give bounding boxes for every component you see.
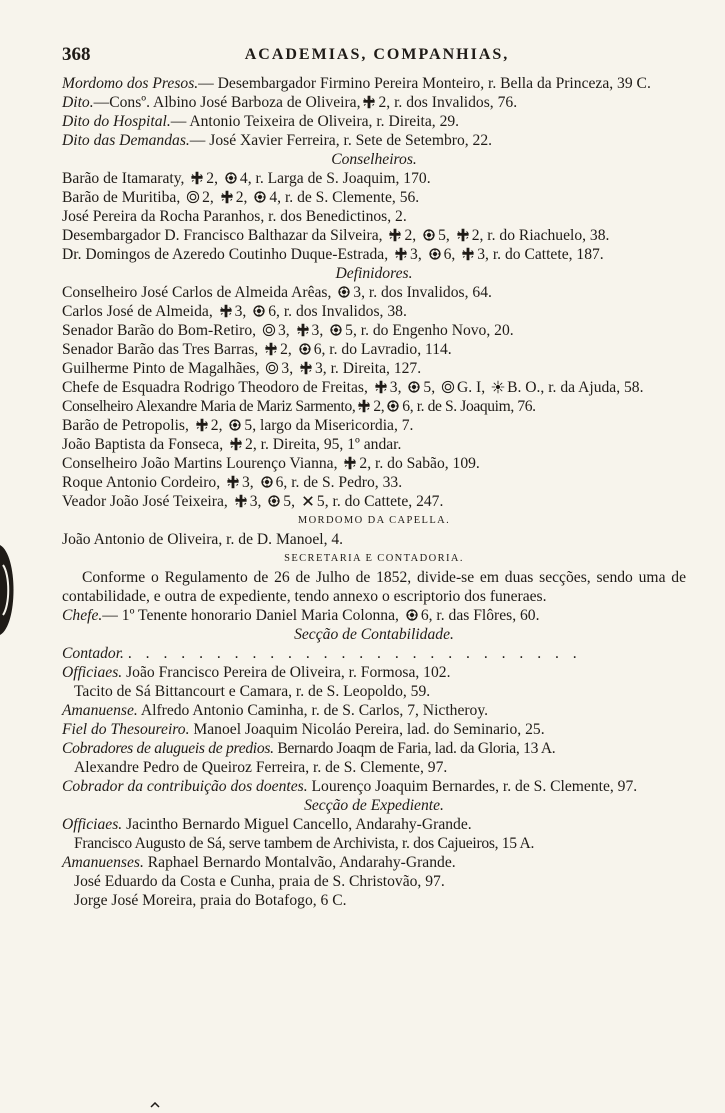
section-heading: Conselheiros. bbox=[331, 151, 417, 168]
paragraph: Conforme o Regulamento de 26 de Julho de 1852, divide-se em duas secções, sendo uma de contabilidade, e outra de expediente, tendo annexo o escriptorio dos funeraes. bbox=[62, 569, 686, 605]
entry-line: Officiaes. Jacintho Bernardo Miguel Cancello, Andarahy-Grande. bbox=[62, 816, 472, 833]
rose-order-icon bbox=[267, 494, 281, 508]
entry-line: Barão de Itamaraty, 2, 4, r. Larga de S. Joaquim, 170. bbox=[62, 170, 431, 187]
entry-line: Amanuenses. Raphael Bernardo Montalvão, Andarahy-Grande. bbox=[62, 854, 456, 871]
section-heading: MORDOMO DA CAPELLA. bbox=[297, 515, 451, 526]
cross-order-icon bbox=[219, 304, 233, 318]
section-heading: Secção de Contabilidade. bbox=[294, 626, 454, 643]
cross-order-icon bbox=[374, 380, 388, 394]
cross-order-icon bbox=[388, 228, 402, 242]
entry-line: Barão de Muritiba, 2, 2, 4, r. de S. Clemente, 56. bbox=[62, 189, 420, 206]
entry-line: Dito.—Consº. Albino José Barboza de Oliveira, 2, r. dos Invalidos, 76. bbox=[62, 94, 518, 111]
wreath-order-icon bbox=[441, 380, 455, 394]
cross-order-icon bbox=[296, 323, 310, 337]
stray-ink-mark bbox=[150, 1095, 160, 1101]
rose-order-icon bbox=[224, 171, 238, 185]
entry-line: Guilherme Pinto de Magalhães, 3, 3, r. Direita, 127. bbox=[62, 360, 422, 377]
rose-order-icon bbox=[329, 323, 343, 337]
star-order-icon bbox=[301, 494, 315, 508]
rose-order-icon bbox=[337, 285, 351, 299]
running-title: ACADEMIAS, COMPANHIAS, bbox=[244, 46, 510, 63]
entry-line: Chefe.— 1º Tenente honorario Daniel Maria Colonna, 6, r. das Flôres, 60. bbox=[62, 607, 540, 624]
cross-order-icon bbox=[357, 399, 371, 413]
entry-line: Desembargador D. Francisco Balthazar da Silveira, 2, 5, 2, r. do Riachuelo, 38. bbox=[62, 227, 610, 244]
entry-line: João Antonio de Oliveira, r. de D. Manoel, 4. bbox=[62, 531, 344, 548]
entry-line: Officiaes. João Francisco Pereira de Oliveira, r. Formosa, 102. bbox=[62, 664, 451, 681]
wreath-order-icon bbox=[262, 323, 276, 337]
entry-line: Alexandre Pedro de Queiroz Ferreira, r. de S. Clemente, 97. bbox=[74, 759, 448, 776]
cross-order-icon bbox=[264, 342, 278, 356]
entry-line: Veador João José Teixeira, 3, 5, 5, r. do Cattete, 247. bbox=[62, 493, 444, 510]
entry-line: Dito do Hospital.— Antonio Teixeira de Oliveira, r. Direita, 29. bbox=[62, 113, 460, 130]
rose-order-icon bbox=[422, 228, 436, 242]
entry-line: Francisco Augusto de Sá, serve tambem de Archivista, r. dos Cajueiros, 15 A. bbox=[74, 835, 535, 852]
wreath-order-icon bbox=[186, 190, 200, 204]
entry-line: João Baptista da Fonseca, 2, r. Direita, 95, 1º andar. bbox=[62, 436, 402, 453]
entry-line: Tacito de Sá Bittancourt e Camara, r. de S. Leopoldo, 59. bbox=[74, 683, 431, 700]
entry-line: Senador Barão das Tres Barras, 2, 6, r. do Lavradio, 114. bbox=[62, 341, 452, 358]
entry-line: Roque Antonio Cordeiro, 3, 6, r. de S. Pedro, 33. bbox=[62, 474, 403, 491]
cross-order-icon bbox=[343, 456, 357, 470]
sun-order-icon bbox=[491, 380, 505, 394]
wreath-order-icon bbox=[265, 361, 279, 375]
entry-line: Conselheiro João Martins Lourenço Vianna, 2, r. do Sabão, 109. bbox=[62, 455, 480, 472]
entry-line: Amanuense. Alfredo Antonio Caminha, r. de S. Carlos, 7, Nictheroy. bbox=[62, 702, 489, 719]
cross-order-icon bbox=[299, 361, 313, 375]
entry-line: Conselheiro José Carlos de Almeida Arêas, 3, r. dos Invalidos, 64. bbox=[62, 284, 492, 301]
rose-order-icon bbox=[298, 342, 312, 356]
entry-line: Dr. Domingos de Azeredo Coutinho Duque-Estrada, 3, 6, 3, r. do Cattete, 187. bbox=[62, 246, 604, 263]
page-number: 368 bbox=[62, 44, 91, 65]
entry-line: José Eduardo da Costa e Cunha, praia de S. Christovão, 97. bbox=[74, 873, 445, 890]
cross-order-icon bbox=[226, 475, 240, 489]
entry-line: Contador. . . . . . . . . . . . . . . . . . . . . . . . . . . bbox=[62, 645, 582, 662]
rose-order-icon bbox=[252, 304, 266, 318]
entry-line: José Pereira da Rocha Paranhos, r. dos Benedictinos, 2. bbox=[62, 208, 407, 225]
cross-order-icon bbox=[220, 190, 234, 204]
section-heading: Secção de Expediente. bbox=[304, 797, 444, 814]
rose-order-icon bbox=[260, 475, 274, 489]
cross-order-icon bbox=[229, 437, 243, 451]
rose-order-icon bbox=[253, 190, 267, 204]
entry-line: Fiel do Thesoureiro. Manoel Joaquim Nicoláo Pereira, lad. do Seminario, 25. bbox=[62, 721, 545, 738]
cross-order-icon bbox=[234, 494, 248, 508]
section-heading: SECRETARIA E CONTADORIA. bbox=[284, 553, 464, 564]
entry-line: Barão de Petropolis, 2, 5, largo da Misericordia, 7. bbox=[62, 417, 414, 434]
rose-order-icon bbox=[428, 247, 442, 261]
rose-order-icon bbox=[228, 418, 242, 432]
entry-line: Cobradores de alugueis de predios. Bernardo Joaqm de Faria, lad. da Gloria, 13 A. bbox=[62, 740, 556, 757]
section-heading: Definidores. bbox=[335, 265, 413, 282]
entry-line: Dito das Demandas.— José Xavier Ferreira, r. Sete de Setembro, 22. bbox=[62, 132, 493, 149]
cross-order-icon bbox=[456, 228, 470, 242]
cross-order-icon bbox=[195, 418, 209, 432]
entry-line: Carlos José de Almeida, 3, 6, r. dos Invalidos, 38. bbox=[62, 303, 407, 320]
page-header bbox=[62, 44, 692, 68]
page-body bbox=[62, 74, 686, 910]
cross-order-icon bbox=[190, 171, 204, 185]
entry-line: Jorge José Moreira, praia do Botafogo, 6 C. bbox=[74, 892, 347, 909]
cross-order-icon bbox=[362, 95, 376, 109]
entry-line: Cobrador da contribuição dos doentes. Lourenço Joaquim Bernardes, r. de S. Clemente, 97. bbox=[62, 778, 638, 795]
cross-order-icon bbox=[394, 247, 408, 261]
entry-line: Senador Barão do Bom-Retiro, 3, 3, 5, r. do Engenho Novo, 20. bbox=[62, 322, 514, 339]
rose-order-icon bbox=[386, 399, 400, 413]
entry-line: Mordomo dos Presos.— Desembargador Firmino Pereira Monteiro, r. Bella da Princeza, 39 C. bbox=[62, 75, 651, 92]
cross-order-icon bbox=[461, 247, 475, 261]
rose-order-icon bbox=[407, 380, 421, 394]
entry-line: Conselheiro Alexandre Maria de Mariz Sarmento, 2, 6, r. de S. Joaquim, 76. bbox=[62, 398, 536, 415]
ink-blot bbox=[0, 535, 20, 645]
entry-line: Chefe de Esquadra Rodrigo Theodoro de Freitas, 3, 5, G. I, B. O., r. da Ajuda, 58. bbox=[62, 379, 644, 396]
rose-order-icon bbox=[405, 608, 419, 622]
